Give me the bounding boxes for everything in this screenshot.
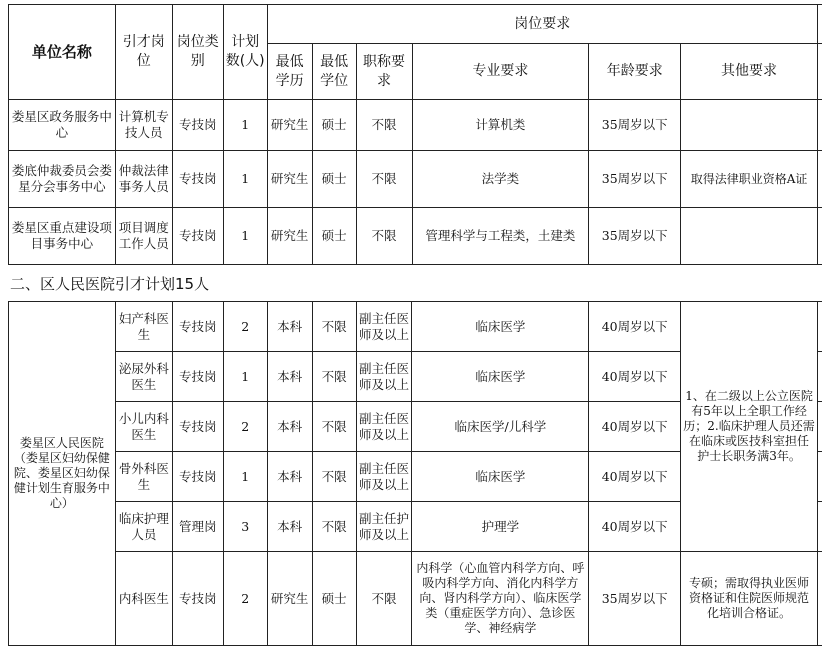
cell-edu: 研究生	[267, 208, 312, 265]
table-row	[9, 208, 822, 265]
table-edge	[817, 44, 822, 100]
header-post-type: 岗位类别	[172, 5, 223, 100]
cell-post: 项目调度工作人员	[115, 208, 172, 265]
table-row	[9, 302, 822, 352]
cell-age: 40周岁以下	[589, 452, 681, 502]
cell-age: 35周岁以下	[589, 151, 681, 208]
cell-edu: 本科	[267, 352, 312, 402]
cell-count: 1	[223, 208, 267, 265]
cell-title: 副主任医师及以上	[356, 402, 412, 452]
cell-major: 临床医学	[412, 302, 589, 352]
cell-post: 临床护理人员	[115, 502, 172, 552]
cell-post: 小儿内科医生	[115, 402, 172, 452]
cell-edu: 本科	[267, 302, 312, 352]
cell-title: 不限	[356, 151, 412, 208]
cell-title: 副主任医师及以上	[356, 302, 412, 352]
cell-title: 不限	[356, 552, 412, 646]
cell-edu: 本科	[267, 402, 312, 452]
cell-title: 副主任医师及以上	[356, 452, 412, 502]
cell-post: 内科医生	[115, 552, 172, 646]
cell-edu: 本科	[267, 502, 312, 552]
cell-degree: 不限	[312, 402, 356, 452]
header-age-req: 年龄要求	[589, 44, 681, 100]
cell-title: 不限	[356, 208, 412, 265]
cell-other: 专硕；需取得执业医师资格证和住院医师规范化培训合格证。	[681, 552, 818, 646]
cell-other-merged: 1、在二级以上公立医院有5年以上全职工作经历；2.临床护理人员还需在临床或医技科室担任护士长职务满3年。	[681, 302, 818, 552]
cell-major: 计算机类	[412, 100, 589, 151]
cell-age: 35周岁以下	[589, 208, 681, 265]
table-edge	[817, 5, 822, 44]
cell-title: 副主任护师及以上	[356, 502, 412, 552]
header-requirements: 岗位要求	[267, 5, 817, 44]
cell-post: 泌尿外科医生	[115, 352, 172, 402]
cell-degree: 硕士	[312, 100, 356, 151]
cell-edu: 研究生	[267, 552, 312, 646]
cell-degree: 硕士	[312, 208, 356, 265]
cell-count: 1	[223, 151, 267, 208]
cell-count: 2	[223, 402, 267, 452]
header-min-edu: 最低学历	[267, 44, 312, 100]
cell-unit-merged: 娄星区人民医院（娄星区妇幼保健院、娄星区妇幼保健计划生育服务中心）	[9, 302, 116, 646]
cell-degree: 硕士	[312, 552, 356, 646]
header-other-req: 其他要求	[681, 44, 818, 100]
cell-degree: 硕士	[312, 151, 356, 208]
cell-age: 35周岁以下	[589, 100, 681, 151]
cell-count: 2	[223, 302, 267, 352]
cell-age: 40周岁以下	[589, 402, 681, 452]
recruitment-table-section1	[8, 4, 822, 265]
cell-type: 专技岗	[172, 352, 223, 402]
cell-type: 专技岗	[172, 402, 223, 452]
cell-major: 法学类	[412, 151, 589, 208]
cell-type: 专技岗	[172, 151, 223, 208]
cell-type: 专技岗	[172, 208, 223, 265]
cell-post: 妇产科医生	[115, 302, 172, 352]
cell-unit: 娄星区重点建设项目事务中心	[9, 208, 116, 265]
cell-age: 40周岁以下	[589, 352, 681, 402]
section-2-heading: 二、区人民医院引才计划15人	[10, 275, 210, 293]
cell-post: 骨外科医生	[115, 452, 172, 502]
cell-age: 40周岁以下	[589, 302, 681, 352]
header-title-req: 职称要求	[356, 44, 412, 100]
table-row	[9, 151, 822, 208]
cell-unit: 娄底仲裁委员会娄星分会事务中心	[9, 151, 116, 208]
cell-count: 2	[223, 552, 267, 646]
cell-unit: 娄星区政务服务中心	[9, 100, 116, 151]
header-major-req: 专业要求	[412, 44, 589, 100]
cell-post: 仲裁法律事务人员	[115, 151, 172, 208]
cell-other	[681, 208, 818, 265]
cell-count: 1	[223, 452, 267, 502]
cell-major: 内科学（心血管内科学方向、呼吸内科学方向、消化内科学方向、肾内科学方向）、临床医学类（重症医学方向）、急诊医学、神经病学	[412, 552, 589, 646]
cell-type: 专技岗	[172, 100, 223, 151]
cell-degree: 不限	[312, 502, 356, 552]
header-min-degree: 最低学位	[312, 44, 356, 100]
cell-type: 专技岗	[172, 452, 223, 502]
cell-type: 专技岗	[172, 552, 223, 646]
cell-major: 临床医学	[412, 352, 589, 402]
cell-other: 取得法律职业资格A证	[681, 151, 818, 208]
cell-type: 管理岗	[172, 502, 223, 552]
cell-age: 35周岁以下	[589, 552, 681, 646]
cell-degree: 不限	[312, 302, 356, 352]
cell-age: 40周岁以下	[589, 502, 681, 552]
cell-major: 管理科学与工程类，土建类	[412, 208, 589, 265]
cell-count: 1	[223, 352, 267, 402]
header-unit: 单位名称	[9, 5, 116, 100]
cell-major: 临床医学/儿科学	[412, 402, 589, 452]
cell-post: 计算机专技人员	[115, 100, 172, 151]
cell-count: 3	[223, 502, 267, 552]
cell-type: 专技岗	[172, 302, 223, 352]
cell-other	[681, 100, 818, 151]
cell-degree: 不限	[312, 352, 356, 402]
cell-title: 不限	[356, 100, 412, 151]
cell-degree: 不限	[312, 452, 356, 502]
header-plan-count: 计划数(人)	[223, 5, 267, 100]
table-row	[9, 552, 822, 646]
recruitment-table-section2	[8, 301, 822, 646]
cell-edu: 本科	[267, 452, 312, 502]
cell-title: 副主任医师及以上	[356, 352, 412, 402]
cell-count: 1	[223, 100, 267, 151]
cell-major: 临床医学	[412, 452, 589, 502]
cell-major: 护理学	[412, 502, 589, 552]
header-talent-post: 引才岗位	[115, 5, 172, 100]
table-row	[9, 100, 822, 151]
cell-edu: 研究生	[267, 100, 312, 151]
cell-edu: 研究生	[267, 151, 312, 208]
